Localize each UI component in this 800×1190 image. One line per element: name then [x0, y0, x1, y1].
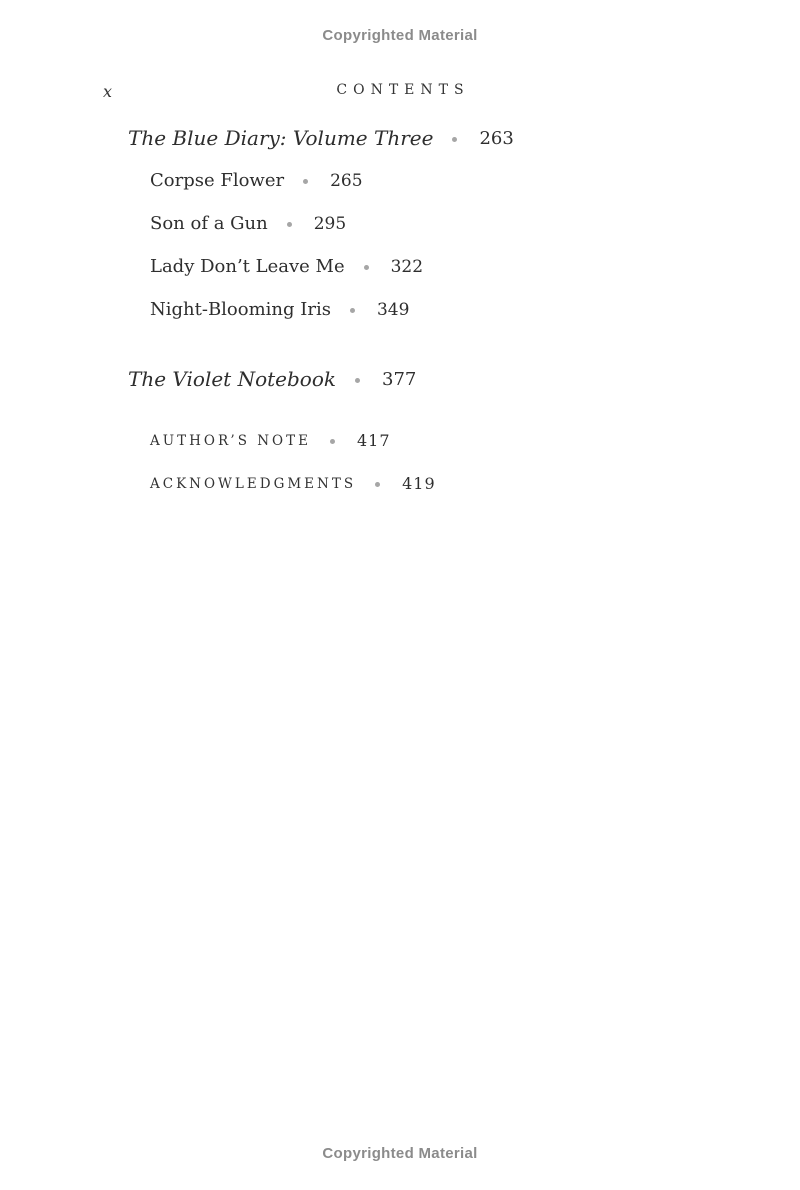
folio-page-number: x [103, 82, 113, 101]
chapter-title: Night-Blooming Iris [150, 299, 331, 320]
bullet-icon [355, 378, 360, 383]
copyright-banner-bottom: Copyrighted Material [322, 1145, 478, 1162]
section-page-number: 263 [479, 127, 514, 149]
toc-backmatter-row [150, 474, 436, 493]
section-title: The Blue Diary: Volume Three [128, 126, 434, 150]
page-header [0, 82, 800, 102]
toc-section-title-row [128, 367, 416, 391]
toc-backmatter-row [150, 431, 391, 450]
toc-section-title-row [128, 126, 514, 150]
backmatter-page-number: 417 [356, 431, 391, 450]
chapter-page-number: 295 [313, 213, 347, 234]
contents-heading: CONTENTS [336, 82, 470, 98]
toc-chapter-row [150, 299, 409, 320]
section-page-number: 377 [382, 368, 417, 390]
bullet-icon [303, 179, 308, 184]
chapter-title: Son of a Gun [150, 213, 268, 234]
chapter-title: Corpse Flower [150, 170, 285, 191]
chapter-page-number: 349 [376, 299, 410, 320]
chapter-page-number: 322 [390, 256, 424, 277]
section-title: The Violet Notebook [128, 367, 336, 391]
toc-chapter-row [150, 256, 423, 277]
toc-chapter-row [150, 170, 363, 191]
bullet-icon [452, 137, 457, 142]
copyright-banner-top: Copyrighted Material [322, 27, 478, 44]
backmatter-page-number: 419 [402, 474, 436, 493]
bullet-icon [350, 308, 355, 313]
bullet-icon [287, 222, 292, 227]
bullet-icon [330, 439, 335, 444]
chapter-page-number: 265 [330, 170, 363, 191]
chapter-title: Lady Don’t Leave Me [150, 256, 345, 277]
toc-chapter-row [150, 213, 346, 234]
backmatter-title: ACKNOWLEDGMENTS [150, 475, 357, 492]
bullet-icon [364, 265, 369, 270]
backmatter-title: AUTHOR’S NOTE [150, 432, 311, 449]
bullet-icon [375, 482, 380, 487]
